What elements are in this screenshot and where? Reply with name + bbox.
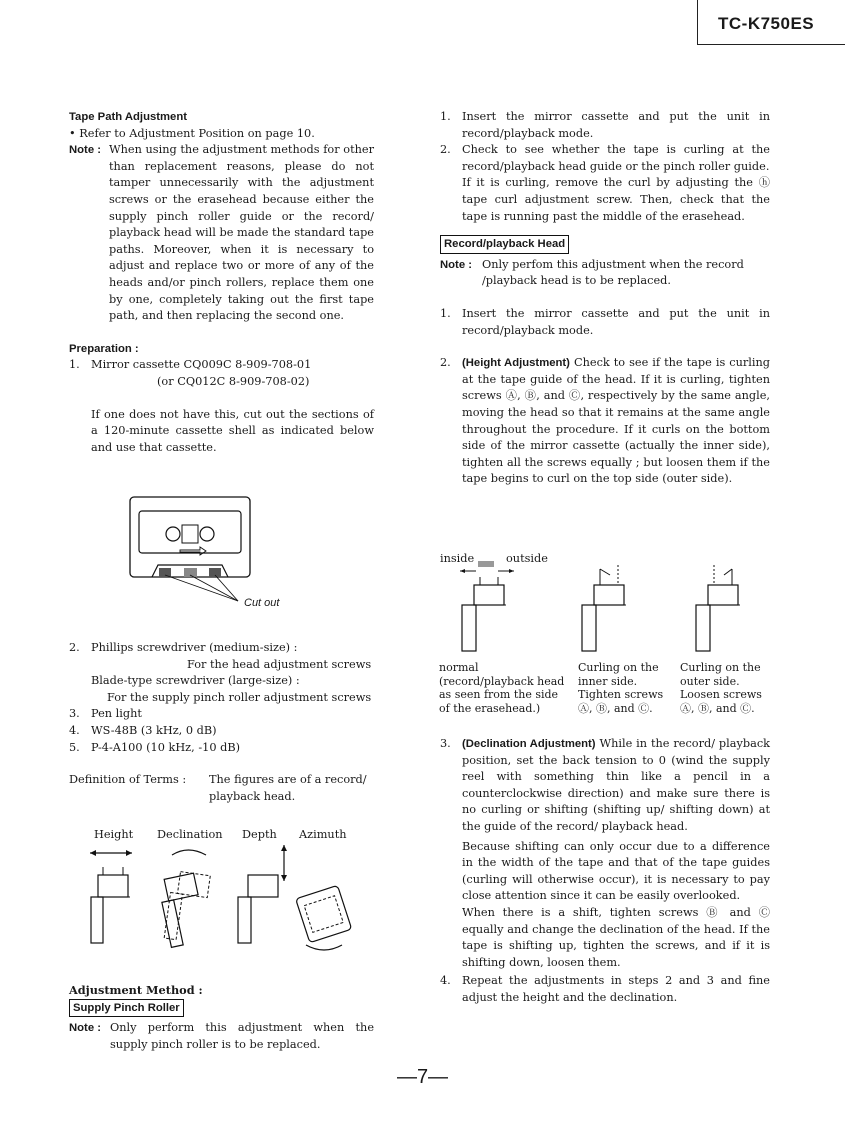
note-text: When using the adjustment methods for other than replacement reasons, please do not tamper unnecessarily with the adjustment screws or the erasehead because either the supply pinch roller guide or the record/ playback head will be made the standard tape paths. Moreover, when it is necessary to adjust and replace two or more of any of the heads and/or pinch rollers, replace them one by one, completely taking out the first tape path, and then replacing the second one.: [109, 143, 374, 323]
rp-note-label: Note :: [440, 258, 473, 271]
note2-label: Note :: [69, 1022, 102, 1035]
definition-text: The figures are of a record/ playback head.: [209, 773, 367, 803]
tape-path-title: Tape Path Adjustment: [69, 111, 187, 123]
outside-label: outside: [506, 552, 548, 565]
record-playback-head-box: Record/playback Head: [440, 235, 569, 254]
height-adjustment-title: (Height Adjustment): [462, 357, 570, 370]
prep-item-1: 1. Mirror cassette CQ009C 8-909-708-01 (or CQ012C 8-909-708-02) If one does not have this, cut out the sections of a 120-minute cassette shell as indicated below and use that cassette.: [69, 358, 374, 454]
refer-line: • Refer to Adjustment Position on page 10.: [69, 126, 315, 140]
caption-outer: Curling on the outer side. Loosen screws Ⓐ, Ⓑ, and Ⓒ.: [680, 661, 762, 715]
term-declination: Declination: [157, 828, 223, 841]
adjustment-method-block: [69, 982, 374, 1053]
rp-step-2: 2. (Height Adjustment) Check to see if the tape is curling at the tape guide of the head. If it is curling, tighten screws Ⓐ, Ⓑ, and Ⓒ, respectively by the same angle, moving the head so that it remains at the same angle throughout the procedure. If it curls on the bottom side of the mirror cassette (actually the inner side), tighten all the screws equally ; but loosen them if the tape begins to curl on the top side (outer side).: [440, 356, 770, 486]
prep-item-3: 3. Pen light: [69, 707, 142, 721]
note-label: Note :: [69, 144, 102, 157]
preparation-title: Preparation :: [69, 342, 139, 355]
note2-text: Only perform this adjustment when the supply pinch roller is to be replaced.: [110, 1021, 374, 1051]
prep-item-5: 5. P-4-A100 (10 kHz, -10 dB): [69, 740, 241, 754]
prep-item-4: 4. WS-48B (3 kHz, 0 dB): [69, 723, 217, 737]
rp-note-text: Only perfom this adjustment when the record /playback head is to be replaced.: [482, 257, 744, 288]
definition-label: Definition of Terms :: [69, 773, 187, 787]
step-2: 2. Check to see whether the tape is curling at the record/playback head guide or the pinch roller guide. If it is curling, remove the curl by adjusting the ⓗ tape curl adjustment screw. Then, check that the tape is running past the middle of the erasehead.: [440, 143, 770, 223]
declination-adjustment-title: (Declination Adjustment): [462, 738, 596, 750]
model-header: [697, 0, 845, 45]
rp-step-1: 1. Insert the mirror cassette and put the unit in record/playback mode.: [440, 306, 770, 337]
term-azimuth: Azimuth: [299, 828, 347, 841]
step-1: 1. Insert the mirror cassette and put the unit in record/playback mode.: [440, 110, 770, 140]
cut-out-label: Cut out: [244, 597, 280, 609]
caption-inner: Curling on the inner side. Tighten screws Ⓐ, Ⓑ, and Ⓒ.: [578, 661, 664, 715]
rp-step-4: 4. Repeat the adjustments in steps 2 and 3 and fine adjust the height and the declination.: [440, 974, 770, 1004]
left-column: [69, 109, 374, 456]
curling-figure: [440, 565, 780, 655]
inside-label: inside: [440, 552, 475, 565]
supply-pinch-roller-box: Supply Pinch Roller: [69, 999, 184, 1018]
term-height: Height: [94, 828, 134, 841]
note2-block: [69, 1020, 374, 1053]
rp-note-block: [440, 257, 770, 290]
adjustment-method-title: Adjustment Method :: [69, 983, 203, 997]
cassette-figure: [130, 497, 260, 612]
terms-figure: [88, 845, 348, 950]
prep-item-2: 2. Phillips screwdriver (medium-size) : For the head adjustment screws Blade-type screwdriver (large-size) : For the supply pinch roller adjustment screws: [69, 641, 372, 704]
rp-step-3: 3. (Declination Adjustment) While in the record/ playback position, set the back tension to 0 (wind the supply reel with something thin like a pencil in a counterclockwise direction) and make sure there is no curling or shifting (shifting up/ shifting down) at the guide of the record/ playback head. Because shifting can only occur due to a difference in the width of the tape and that of the tape guides (curling will otherwise occur), it is necessary to pay close attention since it can be easily overlooked. When there is a shift, tighten screws Ⓑ and Ⓒ equally and change the declination of the head. If the tape is shifting up, tighten the screws, and if it is shifting down, loosen them.: [440, 737, 771, 969]
prep-list-lower: [69, 640, 374, 805]
term-depth: Depth: [242, 828, 277, 841]
model-number: TC-K750ES: [718, 14, 815, 33]
right-column: [440, 109, 770, 488]
caption-normal: normal (record/playback head as seen from the side of the erasehead.): [439, 661, 565, 715]
note-block: [69, 142, 374, 325]
right-lower: [440, 736, 770, 1007]
page-number: —7—: [396, 1066, 449, 1088]
definition-block: [69, 772, 374, 805]
